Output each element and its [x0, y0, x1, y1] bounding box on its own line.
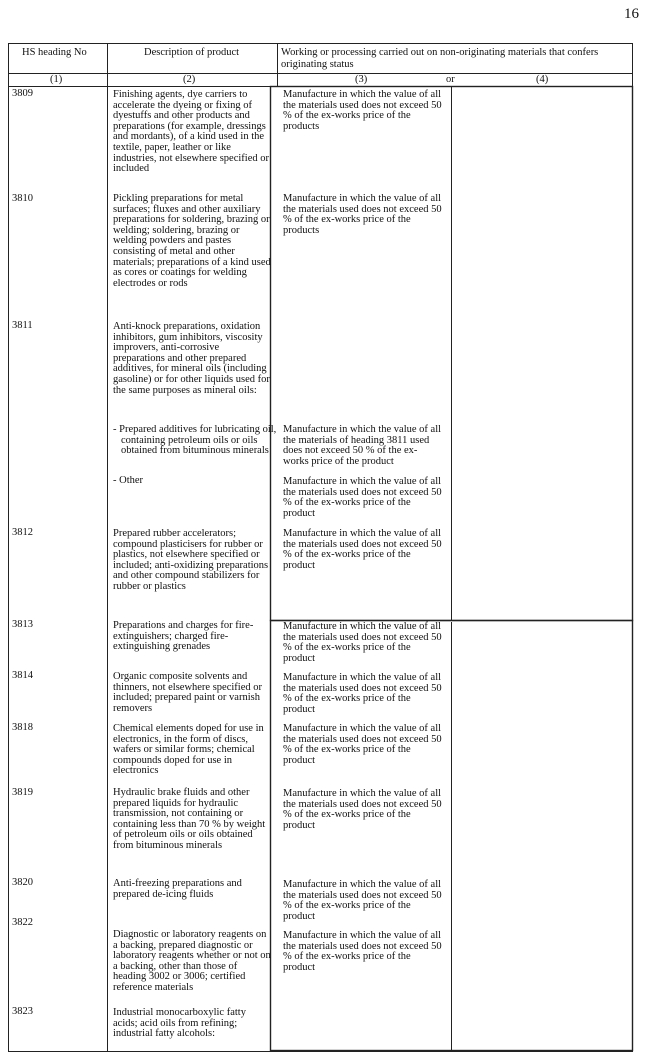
hs-heading-3812: 3812: [12, 527, 33, 538]
rule-3818: Manufacture in which the value of all the materials used does not exceed 50 % of the ex-works price of the product: [283, 723, 442, 766]
column-header-working: Working or processing carried out on non-originating materials that confers originating status: [281, 47, 599, 70]
hs-heading-3820: 3820: [12, 877, 33, 888]
description-3811: Anti-knock preparations, oxidation inhibitors, gum inhibitors, viscosity improvers, anti-corrosive preparations and other prepared additives, for mineral oils (including gasoline) or for other liquids used for the same purposes as mineral oils:: [113, 321, 270, 396]
rule-3811-sub2: Manufacture in which the value of all the materials used does not exceed 50 % of the ex-works price of the product: [283, 476, 442, 519]
page-number: 16: [624, 6, 639, 22]
description-3811-sub2: - Other: [113, 475, 144, 486]
description-3812: Prepared rubber accelerators; compound plasticisers for rubber or plastics, not elsewhere specified or included; anti-oxidizing preparations and other compound stabilizers for rubber or plastics: [113, 528, 269, 592]
rule-3812: Manufacture in which the value of all the materials used does not exceed 50 % of the ex-works price of the product: [283, 528, 442, 571]
description-3818: Chemical elements doped for use in electronics, in the form of discs, wafers or similar forms; chemical compounds doped for use in electronics: [113, 723, 264, 777]
hs-heading-3809: 3809: [12, 88, 33, 99]
column-number-1: (1): [50, 74, 63, 85]
description-3819: Hydraulic brake fluids and other prepared liquids for hydraulic transmission, not containing or containing less than 70 % by weight of petroleum oils or oils obtained from bituminous minerals: [113, 787, 266, 851]
hs-heading-3819: 3819: [12, 787, 33, 798]
description-3823: Industrial monocarboxylic fatty acids; acid oils from refining; industrial fatty alcohols:: [113, 1007, 246, 1040]
hs-heading-3822: 3822: [12, 917, 33, 928]
hs-heading-3810: 3810: [12, 193, 33, 204]
description-3809: Finishing agents, dye carriers to accelerate the dyeing or fixing of dyestuffs and other products and preparations (for example, dressings and mordants), of a kind used in the textile, paper, leather or like industries, not elsewhere specified or included: [113, 89, 269, 175]
hs-heading-3814: 3814: [12, 670, 33, 681]
rule-3820: Manufacture in which the value of all the materials used does not exceed 50 % of the ex-works price of the product: [283, 879, 442, 922]
column-number-4: (4): [536, 74, 549, 85]
column-number-2: (2): [183, 74, 196, 85]
column-number-3: (3): [355, 74, 368, 85]
description-3811-sub1: - Prepared additives for lubricating oil, containing petroleum oils or oils obtained from bituminous minerals: [113, 424, 277, 457]
description-3822: Diagnostic or laboratory reagents on a backing, prepared diagnostic or laboratory reagents whether or not on a backing, other than those of heading 3002 or 3006; certified reference materials: [113, 929, 271, 993]
rule-3811-sub1: Manufacture in which the value of all the materials of heading 3811 used does not exceed 50 % of the ex-works price of the product: [283, 424, 442, 467]
description-3810: Pickling preparations for metal surfaces; fluxes and other auxiliary preparations for soldering, brazing or welding; soldering, brazing or welding powders and pastes consisting of metal and other materials; preparations of a kind used as cores or coatings for welding electrodes or rods: [113, 193, 271, 289]
description-3813: Preparations and charges for fire-extinguishers; charged fire-extinguishing grenades: [113, 620, 254, 653]
rule-3810: Manufacture in which the value of all the materials used does not exceed 50 % of the ex-works price of the products: [283, 193, 442, 236]
rule-3813: Manufacture in which the value of all the materials used does not exceed 50 % of the ex-works price of the product: [283, 621, 442, 664]
description-3820: Anti-freezing preparations and prepared de-icing fluids: [113, 878, 242, 900]
hs-heading-3813: 3813: [12, 619, 33, 630]
rule-3819: Manufacture in which the value of all the materials used does not exceed 50 % of the ex-works price of the product: [283, 788, 442, 831]
description-3814: Organic composite solvents and thinners, not elsewhere specified or included; prepared paint or varnish removers: [113, 671, 262, 714]
rule-3814: Manufacture in which the value of all the materials used does not exceed 50 % of the ex-works price of the product: [283, 672, 442, 715]
hs-heading-3818: 3818: [12, 722, 33, 733]
hs-heading-3811: 3811: [12, 320, 33, 331]
rule-3822: Manufacture in which the value of all the materials used does not exceed 50 % of the ex-works price of the product: [283, 930, 442, 973]
rule-3809: Manufacture in which the value of all the materials used does not exceed 50 % of the ex-works price of the products: [283, 89, 442, 132]
column-header-description: Description of product: [144, 47, 240, 58]
hs-heading-3823: 3823: [12, 1006, 33, 1017]
column-header-hs-heading: HS heading No: [22, 47, 87, 58]
column-or-label: or: [446, 74, 455, 85]
